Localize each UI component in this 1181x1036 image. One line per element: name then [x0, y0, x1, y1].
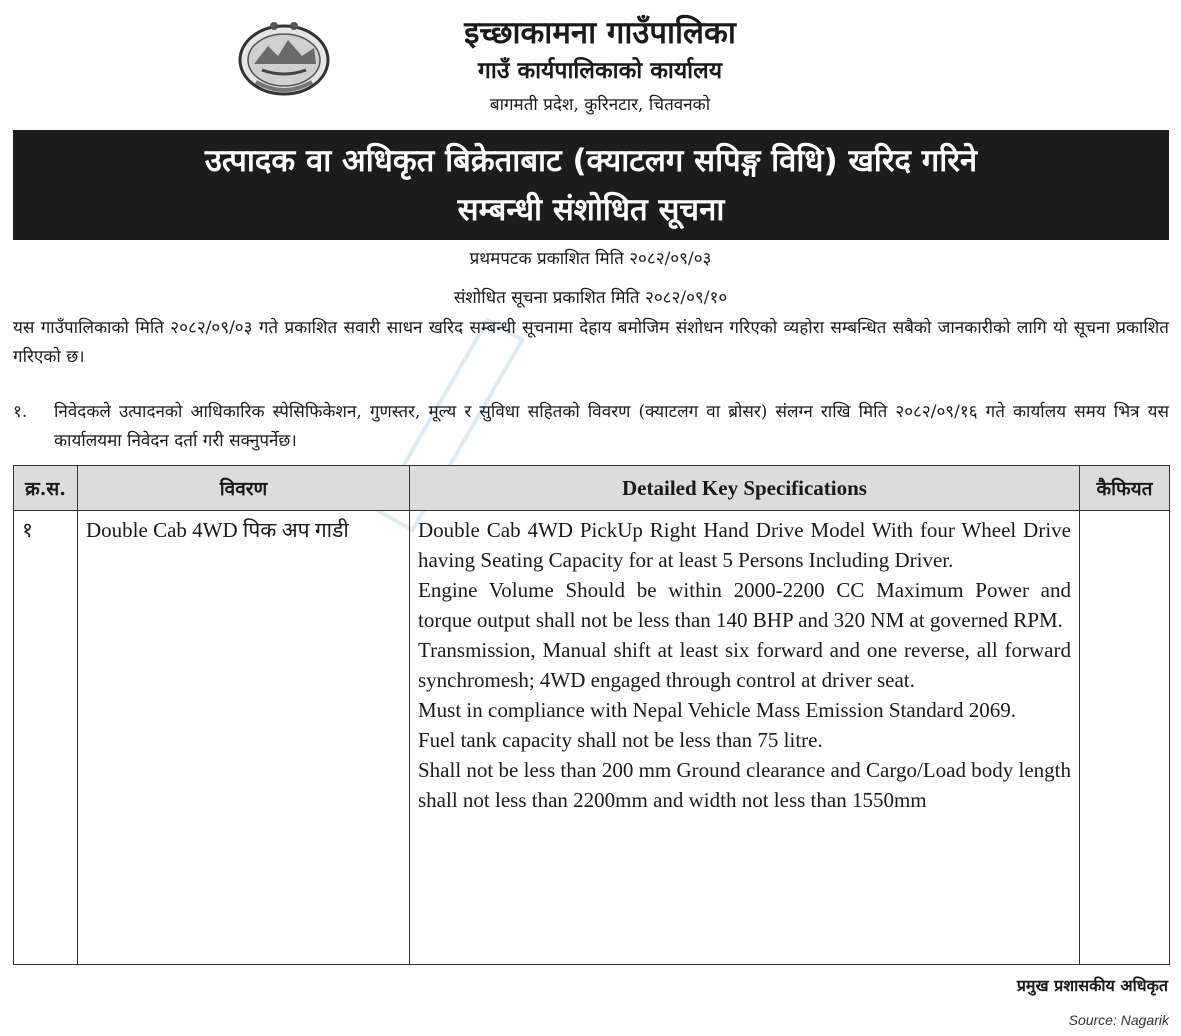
spec-item: Shall not be less than 200 mm Ground clearance and Cargo/Load body length shall not less than 2200mm and width not less than 1550mm [418, 758, 1071, 812]
publication-dates [0, 240, 1181, 318]
nepal-government-emblem-icon [236, 12, 332, 100]
spec-item: Fuel tank capacity shall not be less than 75 litre. [418, 728, 823, 752]
signatory-title: प्रमुख प्रशासकीय अधिकृत [1016, 976, 1168, 995]
point-1 [13, 398, 1169, 456]
header-sn: क्र.स. [14, 466, 78, 511]
spec-item: Must in compliance with Nepal Vehicle Mass Emission Standard 2069. [418, 698, 1017, 722]
municipality-name: इच्छाकामना गाउँपालिका [464, 15, 736, 51]
row-sn: १ [14, 511, 78, 965]
spec-item: Transmission, Manual shift at least six forward and one reverse, all forward synchromesh; 4WD engaged through control at driver seat. [418, 638, 1071, 692]
table-header-row [14, 466, 1170, 511]
point-1-number: १. [13, 402, 28, 422]
source-credit: Source: Nagarik [1068, 1012, 1169, 1028]
office-name: गाउँ कार्यपालिकाको कार्यालय [477, 57, 723, 84]
header-remarks: कैफियत [1080, 466, 1170, 511]
specification-table [13, 465, 1170, 965]
office-header [0, 0, 1181, 128]
office-address: बागमती प्रदेश, कुरिनटार, चितवनको [489, 95, 711, 115]
spec-item: Engine Volume Should be within 2000-2200 CC Maximum Power and torque output shall not be less than 140 BHP and 320 NM at governed RPM. [418, 578, 1071, 632]
revised-published-date: संशोधित सूचना प्रकाशित मिति २०८२/०९/१० [453, 288, 728, 308]
point-1-text: निवेदकले उत्पादनको आधिकारिक स्पेसिफिकेशन, गुणस्तर, मूल्य र सुविधा सहितको विवरण (क्याटलग वा ब्रोसर) संलग्न राखि मिति २०८२/०९/१६ गते कार्यालय समय भित्र यस कार्यालयमा निवेदन दर्ता गरी सक्नुपर्नेछ। [54, 402, 1169, 451]
notice-title-line-2: सम्बन्धी संशोधित सूचना [457, 192, 725, 228]
header-description: विवरण [78, 466, 410, 511]
row-description: Double Cab 4WD पिक अप गाडी [78, 511, 410, 965]
table-row [14, 511, 1170, 965]
spec-item: Double Cab 4WD PickUp Right Hand Drive Model With four Wheel Drive having Seating Capacity for at least 5 Persons Including Driver. [418, 518, 1071, 572]
notice-title-line-1: उत्पादक वा अधिकृत बिक्रेताबाट (क्याटलग सपिङ्ग विधि) खरिद गरिने [204, 143, 978, 179]
row-specs [410, 511, 1080, 965]
row-remarks [1080, 511, 1170, 965]
notice-title-band [13, 130, 1169, 240]
header-specs: Detailed Key Specifications [410, 466, 1080, 511]
first-published-date: प्रथमपटक प्रकाशित मिति २०८२/०९/०३ [469, 249, 712, 269]
intro-paragraph: यस गाउँपालिकाको मिति २०८२/०९/०३ गते प्रकाशित सवारी साधन खरिद सम्बन्धी सूचनामा देहाय बमोजिम संशोधन गरिएको व्यहोरा सम्बन्धित सबैको जानकारीको लागि यो सूचना प्रकाशित गरिएको छ। [13, 318, 1169, 367]
